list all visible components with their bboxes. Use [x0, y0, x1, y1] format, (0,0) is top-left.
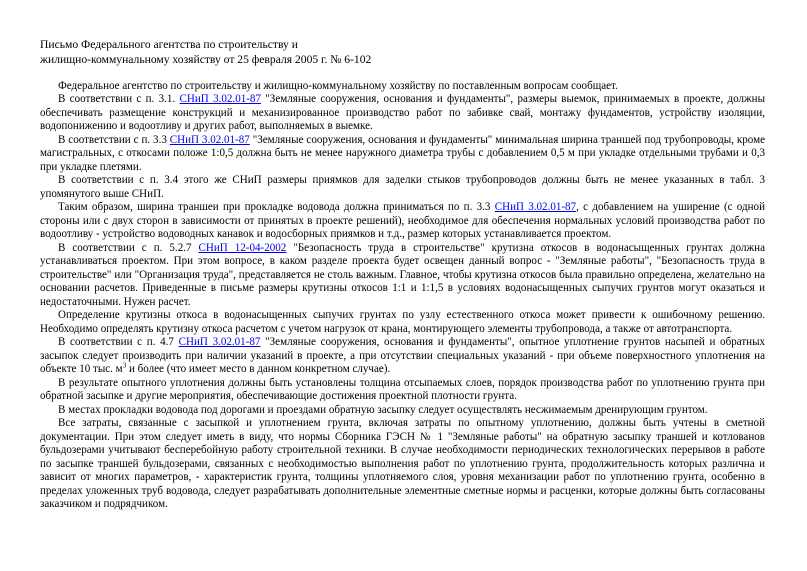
title-line-1: Письмо Федерального агентства по строительству и — [40, 38, 298, 51]
snip-3-02-01-87-link[interactable]: СНиП 3.02.01-87 — [494, 201, 577, 214]
paragraph-11: Все затраты, связанные с засыпкой и уплотнением грунта, включая затраты по опытному уплотнению, должны быть учтены в сметной документации. При этом следует иметь в виду, что нормы Сборника ГЭСН № 1 "Земляные работы" на обратную засыпку траншей и котлованов бульдозерами учитывают бесперебойную работу строительной техники. В случае необходимости периодических технологических перерывов в работе по засыпке траншей бульдозерами, связанных с необходимостью выполнения работ по уплотнению грунта, продолжительность которых различна и зависит от многих параметров, - характеристик грунта, толщины уплотняемого слоя, уровня механизации работ по уплотнению грунта, особенно в пределах уложенных труб водовода, следует разрабатывать дополнительные элементные сметные нормы и расценки, которые должны быть согласованы заказчиком и подрядчиком. — [40, 417, 765, 511]
snip-3-02-01-87-link[interactable]: СНиП 3.02.01-87 — [179, 93, 261, 106]
snip-3-02-01-87-link[interactable]: СНиП 3.02.01-87 — [169, 133, 250, 146]
document-title — [40, 38, 765, 68]
snip-12-04-2002-link[interactable]: СНиП 12-04-2002 — [198, 241, 287, 254]
paragraph-6: В соответствии с п. 5.2.7 СНиП 12-04-2002 "Безопасность труда в строительстве" крутизна откосов в водонасыщенных грунтах должна устанавливаться проектом. При этом вопросе, в каком разделе проекта будет освещен данный вопрос - "Земляные работы", "Безопасность труда в строительстве" или "Организация труда", представляется не столь важным. Главное, чтобы крутизна откосов была правильно определена, желательно на основании расчетов. Приведенные в письме размеры крутизны откосов 1:1 и 1:1,5 в условиях водонасыщенных сыпучих грунтов могут оказаться и недостаточными. Нужен расчет. — [40, 241, 765, 308]
paragraph-8: В соответствии с п. 4.7 СНиП 3.02.01-87 "Земляные сооружения, основания и фундаменты", опытное уплотнение грунтов насыпей и обратных засыпок следует производить при наличии указаний в проекте, а при отсутствии специальных указаний - при объеме поверхностного уплотнения на объекте 10 тыс. $м^3$ и более (что имеет место в данном конкретном случае). — [40, 336, 766, 376]
document-body — [40, 80, 765, 512]
title-line-2: жилищно-коммунальному хозяйству от 25 февраля 2005 г. № 6-102 — [40, 52, 372, 66]
superscript-3: 3 — [122, 361, 127, 370]
paragraph-4: В соответствии с п. 3.4 этого же СНиП размеры приямков для заделки стыков трубопроводов должны быть не менее указанных в табл. 3 упомянутого выше СНиП. — [40, 174, 765, 200]
paragraph-7: Определение крутизны откоса в водонасыщенных сыпучих грунтах по узлу естественного откоса может привести к ошибочному решению. Необходимо определять крутизну откоса расчетом с учетом нагрузок от крана, монтирующего элементы трубопровода, а также от автотранспорта. — [40, 309, 765, 335]
paragraph-10: В местах прокладки водовода под дорогами и проездами обратную засыпку следует осуществлять несжимаемым дренирующим грунтом. — [58, 403, 708, 416]
paragraph-2: В соответствии с п. 3.1. СНиП 3.02.01-87 "Земляные сооружения, основания и фундаменты", размеры выемок, принимаемых в проекте, должны обеспечивать размещение конструкций и механизированное производство работ по забивке свай, монтажу фундаментов, устройству изоляции, водопонижению и водоотливу и других работ, выполняемых в выемке. — [40, 93, 765, 133]
snip-3-02-01-87-link[interactable]: СНиП 3.02.01-87 — [178, 336, 261, 349]
paragraph-3: В соответствии с п. 3.3 СНиП 3.02.01-87 "Земляные сооружения, основания и фундаменты" минимальная ширина траншей под трубопроводы, кроме магистральных, с откосами положе 1:0,5 должна быть не менее наружного диаметра трубы с добавлением 0,5 м при укладке отдельными трубами и 0,3 при укладке плетями. — [40, 133, 765, 173]
paragraph-9: В результате опытного уплотнения должны быть установлены толщина отсыпаемых слоев, порядок производства работ по уплотнению грунта при обратной засыпке и другие мероприятия, обеспечивающие достижения проектной плотности грунта. — [40, 376, 765, 403]
paragraph-5: Таким образом, ширина траншеи при прокладке водовода должна приниматься по п. 3.3 СНиП 3.02.01-87, с добавлением на уширение (с одной стороны или с двух сторон в зависимости от принятых в проекте решений), необходимое для обеспечения нормальных условий производства работ по водоотливу - устройство водоводных канавок и водосборных приямков и т.д., размер которых устанавливается проектом. — [40, 201, 765, 241]
paragraph-1: Федеральное агентство по строительству и жилищно-коммунальному хозяйству по поставленным вопросам сообщает. — [58, 79, 618, 92]
